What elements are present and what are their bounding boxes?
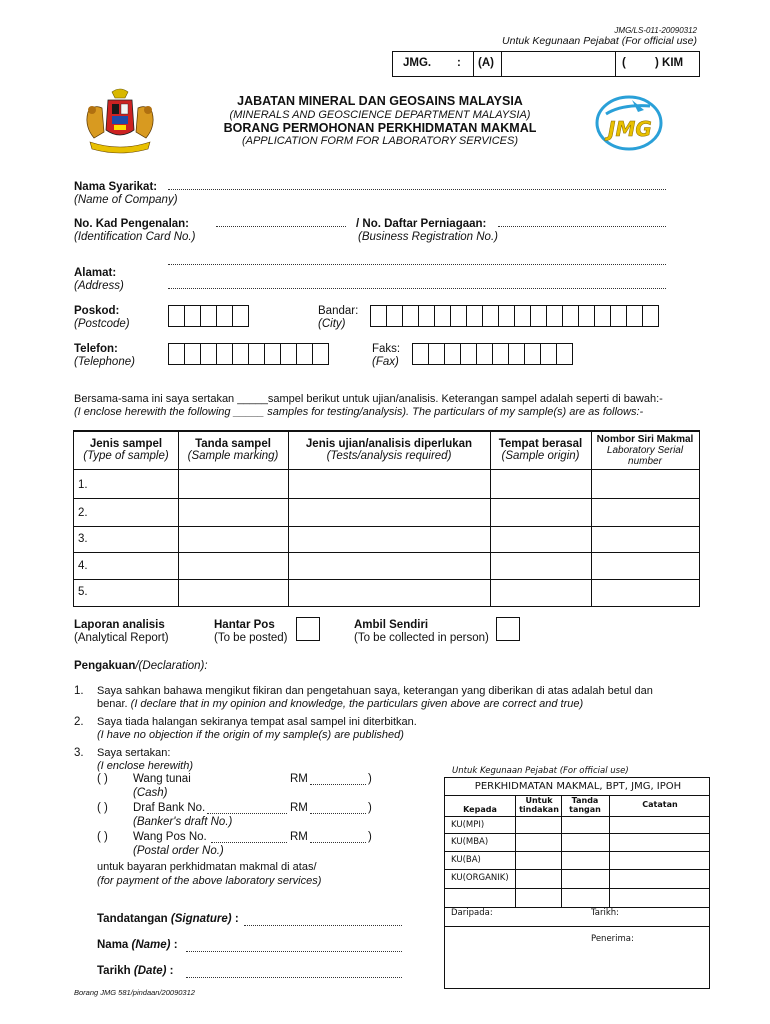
report-label: Laporan analisis (74, 619, 165, 631)
date-label (97, 965, 174, 977)
declaration-3-malay: Saya sertakan: (97, 747, 171, 759)
kim-open-paren: ( (622, 57, 626, 69)
col-header-tests-english: (Tests/analysis required) (326, 450, 452, 462)
col-header-serial-english: Laboratory Serial number (606, 445, 684, 467)
jmg-number-field[interactable] (503, 54, 613, 72)
postcode-label: Poskod: (74, 305, 120, 317)
office-penerima: Penerima: (591, 934, 634, 944)
office-col-untuk: Untuk tindakan (519, 796, 559, 814)
report-label-en: (Analytical Report) (74, 632, 169, 644)
dept-title-malay: JABATAN MINERAL DAN GEOSAINS MALAYSIA (237, 94, 523, 108)
self-collect-label-en: (To be collected in person) (354, 632, 489, 644)
office-col-kepada: Kepada (463, 805, 497, 814)
table-row-1: 1. (78, 479, 88, 491)
payment-postal-amount[interactable] (310, 842, 366, 843)
payment-purpose-malay: untuk bayaran perkhidmatan makmal di atas/ (97, 861, 317, 873)
signature-input[interactable] (244, 925, 402, 926)
col-header-tests (288, 438, 490, 462)
payment-cash-paren[interactable]: ( ) (97, 773, 108, 785)
declaration-2-english: (I have no objection if the origin of my sample(s) are published) (97, 729, 404, 741)
address-input-line-1[interactable] (168, 264, 666, 265)
postcode-label-en: (Postcode) (74, 318, 130, 330)
payment-postal-number[interactable] (211, 842, 287, 843)
payment-cash-close: ) (368, 773, 372, 785)
business-reg-label: / No. Daftar Perniagaan: (356, 218, 487, 230)
table-row-5: 5. (78, 586, 88, 598)
office-box-units: PERKHIDMATAN MAKMAL, BPT, JMG, IPOH (474, 781, 682, 792)
declaration-title-english: /(Declaration): (135, 660, 208, 672)
form-title-english: (APPLICATION FORM FOR LABORATORY SERVICES) (241, 135, 519, 147)
footer-ref: Borang JMG 581/pindaan/20090312 (74, 988, 195, 997)
signature-label-english: (Signature) (170, 913, 232, 925)
kim-label: ) KIM (655, 57, 684, 69)
table-row-3: 3. (78, 533, 88, 545)
declaration-title (74, 660, 208, 672)
table-row-4: 4. (78, 560, 88, 572)
office-col-tanda: Tanda tangan (569, 796, 601, 814)
payment-purpose-english: (for payment of the above laboratory services) (97, 875, 322, 887)
company-label: Nama Syarikat: (74, 181, 158, 193)
office-use-box (444, 777, 710, 989)
payment-draft-number[interactable] (207, 813, 287, 814)
col-header-type (74, 438, 178, 462)
payment-draft-close: ) (368, 802, 372, 814)
address-label-en: (Address) (74, 280, 124, 292)
declaration-1-malay-2 (97, 698, 583, 710)
city-label-en: (City) (318, 318, 346, 330)
table-row-2: 2. (78, 507, 88, 519)
payment-cash-label-en: (Cash) (133, 787, 168, 799)
declaration-1-malay: Saya sahkan bahawa mengikut fikiran dan pengetahuan saya, keterangan yang diberikan di atas adalah betul dan (97, 685, 653, 697)
jmg-logo-icon (592, 92, 666, 152)
city-label: Bandar: (318, 305, 359, 317)
name-label (97, 939, 178, 951)
office-row-ku-mpi: KU(MPI) (451, 820, 485, 830)
company-label-en: (Name of Company) (74, 194, 178, 206)
payment-draft-label-en: (Banker's draft No.) (133, 816, 233, 828)
post-label-en: (To be posted) (214, 632, 288, 644)
col-header-tests-malay: Jenis ujian/analisis diperlukan (305, 438, 473, 450)
jmg-label: JMG. (403, 57, 432, 69)
office-box-title: Untuk Kegunaan Pejabat (For official use) (452, 766, 629, 776)
post-label: Hantar Pos (214, 619, 275, 631)
date-colon: : (169, 965, 174, 977)
telephone-label: Telefon: (74, 343, 118, 355)
col-header-marking-english: (Sample marking) (187, 450, 279, 462)
declaration-3-num: 3. (74, 747, 84, 759)
ic-label: No. Kad Pengenalan: (74, 218, 190, 230)
payment-cash-amount[interactable] (310, 784, 366, 785)
payment-draft-paren[interactable]: ( ) (97, 802, 108, 814)
payment-draft-label: Draf Bank No. (133, 802, 206, 814)
signature-label-malay: Tandatangan (97, 913, 168, 925)
address-input-line-2[interactable] (168, 288, 666, 289)
name-input[interactable] (186, 951, 402, 952)
name-colon: : (173, 939, 178, 951)
self-collect-label: Ambil Sendiri (354, 619, 429, 631)
telephone-label-en: (Telephone) (74, 356, 135, 368)
col-header-origin-english: (Sample origin) (501, 450, 580, 462)
business-reg-input[interactable] (498, 226, 666, 227)
jmg-logo-text: JMG (608, 117, 652, 141)
payment-postal-label: Wang Pos No. (133, 831, 207, 843)
fax-input[interactable] (412, 343, 572, 365)
payment-draft-rm: RM (290, 802, 308, 814)
jmg-reference-box (392, 51, 700, 77)
business-reg-label-en: (Business Registration No.) (358, 231, 498, 243)
postcode-input[interactable] (168, 305, 248, 327)
date-label-malay: Tarikh (97, 965, 131, 977)
declaration-2-num: 2. (74, 716, 84, 728)
office-use-label: Untuk Kegunaan Pejabat (For official use) (502, 35, 697, 47)
payment-postal-rm: RM (290, 831, 308, 843)
date-label-english: (Date) (133, 965, 167, 977)
city-input[interactable] (370, 305, 658, 327)
office-daripada: Daripada: (451, 908, 493, 918)
office-row-ku-organik: KU(ORGANIK) (451, 873, 509, 883)
payment-postal-close: ) (368, 831, 372, 843)
form-title-malay: BORANG PERMOHONAN PERKHIDMATAN MAKMAL (223, 121, 537, 135)
declaration-3-english: (I enclose herewith) (97, 760, 193, 772)
declaration-2-malay: Saya tiada halangan sekiranya tempat asal sampel ini diterbitkan. (97, 716, 417, 728)
col-header-marking (178, 438, 288, 462)
declaration-title-malay: Pengakuan (74, 660, 136, 672)
date-input[interactable] (186, 977, 402, 978)
declaration-1-english: (I declare that in my opinion and knowledge, the particulars given above are correct and true) (130, 698, 584, 710)
telephone-input[interactable] (168, 343, 328, 365)
col-header-origin-malay: Tempat berasal (498, 438, 583, 450)
col-header-serial-malay: Nombor Siri Makmal (596, 434, 694, 445)
name-label-english: (Name) (131, 939, 171, 951)
ic-label-en: (Identification Card No.) (74, 231, 196, 243)
dept-title-english: (MINERALS AND GEOSCIENCE DEPARTMENT MALAYSIA) (229, 109, 531, 121)
form-ref-code: JMG/LS-011-20090312 (614, 26, 697, 35)
sample-table (73, 430, 700, 607)
company-input[interactable] (168, 189, 666, 190)
payment-postal-paren[interactable]: ( ) (97, 831, 108, 843)
payment-postal-label-en: (Postal order No.) (133, 845, 224, 857)
a-label: (A) (478, 57, 494, 69)
fax-label-en: (Fax) (372, 356, 399, 368)
col-header-origin (490, 438, 591, 462)
payment-cash-rm: RM (290, 773, 308, 785)
col-header-type-malay: Jenis sampel (89, 438, 163, 450)
payment-draft-amount[interactable] (310, 813, 366, 814)
name-label-malay: Nama (97, 939, 129, 951)
intro-english: (I enclose herewith the following _____ samples for testing/analysis). The particulars of my sample(s) are as follows:- (74, 406, 644, 418)
ic-input[interactable] (216, 226, 346, 227)
self-collect-checkbox[interactable] (496, 617, 520, 641)
payment-cash-label: Wang tunai (133, 773, 191, 785)
fax-label: Faks: (372, 343, 401, 355)
jmg-colon: : (457, 57, 461, 69)
office-col-catatan: Catatan (642, 800, 678, 809)
office-row-ku-mba: KU(MBA) (451, 837, 489, 847)
address-label: Alamat: (74, 267, 117, 279)
declaration-1-malay-end: benar. (97, 698, 128, 710)
intro-malay: Bersama-sama ini saya sertakan _____sampel berikut untuk ujian/analisis. Keterangan sampel adalah seperti di bawah:- (74, 393, 663, 405)
col-header-marking-malay: Tanda sampel (195, 438, 271, 450)
post-checkbox[interactable] (296, 617, 320, 641)
office-row-ku-ba: KU(BA) (451, 855, 481, 865)
col-header-serial (591, 434, 699, 467)
col-header-type-english: (Type of sample) (83, 450, 169, 462)
signature-label (97, 913, 239, 925)
signature-colon: : (234, 913, 239, 925)
office-tarikh: Tarikh: (591, 908, 620, 918)
declaration-1-num: 1. (74, 685, 84, 697)
